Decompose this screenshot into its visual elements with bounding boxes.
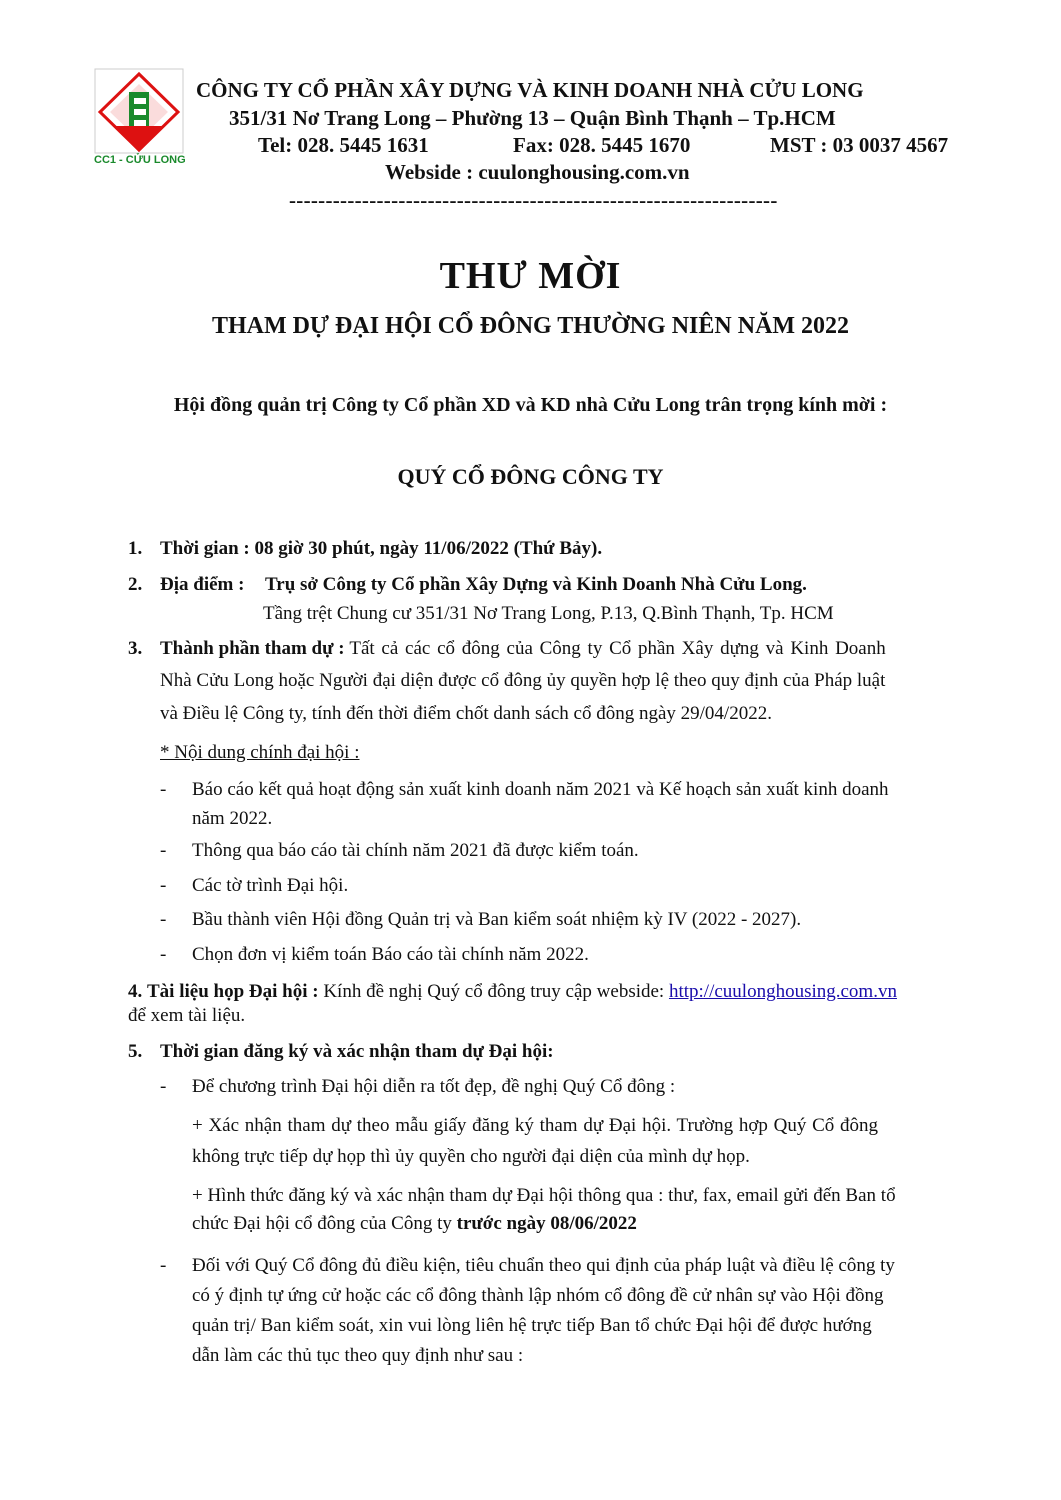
item-1-number: 1.: [128, 538, 143, 559]
reg-1-dash: -: [160, 1076, 167, 1097]
item-4-text: Kính đề nghị Quý cổ đông truy cập webside:: [323, 981, 665, 1002]
reg-2-line-1: Đối với Quý Cổ đông đủ điều kiện, tiêu chuẩn theo qui định của pháp luật và điều lệ công ty: [192, 1255, 895, 1276]
content-heading: * Nội dung chính đại hội :: [160, 742, 360, 763]
content-4-dash: -: [160, 909, 167, 930]
reg-plus-1-line-1: + Xác nhận tham dự theo mẫu giấy đăng ký tham dự Đại hội. Trường hợp Quý Cổ đông: [192, 1115, 879, 1136]
company-logo: [94, 68, 184, 172]
reg-1: Để chương trình Đại hội diễn ra tốt đẹp, đề nghị Quý Cổ đông :: [192, 1076, 676, 1097]
reg-2-line-3: quản trị/ Ban kiểm soát, xin vui lòng liên hệ trực tiếp Ban tổ chức Đại hội để được hướng: [192, 1315, 872, 1336]
company-website: Webside : cuulonghousing.com.vn: [385, 160, 690, 184]
documents-link[interactable]: http://cuulonghousing.com.vn: [668, 981, 897, 1002]
content-5: Chọn đơn vị kiểm toán Báo cáo tài chính năm 2022.: [192, 944, 589, 965]
content-3-dash: -: [160, 875, 167, 896]
item-2-label: Địa điểm :: [160, 574, 245, 595]
company-tel: Tel: 028. 5445 1631: [258, 133, 429, 157]
company-address: 351/31 Nơ Trang Long – Phường 13 – Quận Bình Thạnh – Tp.HCM: [229, 106, 836, 130]
item-1-time: Thời gian : 08 giờ 30 phút, ngày 11/06/2022 (Thứ Bảy).: [160, 538, 603, 559]
invitation-line: Hội đồng quản trị Công ty Cổ phần XD và KD nhà Cửu Long trân trọng kính mời :: [173, 394, 888, 416]
item-2-address: Tầng trệt Chung cư 351/31 Nơ Trang Long, P.13, Q.Bình Thạnh, Tp. HCM: [263, 603, 834, 624]
item-3-line-3: và Điều lệ Công ty, tính đến thời điểm chốt danh sách cổ đông ngày 29/04/2022.: [160, 703, 772, 724]
item-5-label: Thời gian đăng ký và xác nhận tham dự Đại hội:: [160, 1041, 554, 1062]
reg-plus-2-text: chức Đại hội cổ đông của Công ty: [192, 1213, 452, 1234]
logo-caption: CC1 - CỬU LONG: [94, 154, 186, 166]
reg-plus-2-line-2: [192, 1213, 637, 1235]
content-4: Bầu thành viên Hội đồng Quản trị và Ban kiểm soát nhiệm kỳ IV (2022 - 2027).: [192, 909, 802, 930]
company-fax: Fax: 028. 5445 1670: [513, 133, 691, 157]
item-3-line-2: Nhà Cửu Long hoặc Người đại diện được cổ đông ủy quyền hợp lệ theo quy định của Pháp luật: [160, 670, 886, 691]
item-4-label: Tài liệu họp Đại hội :: [147, 981, 319, 1002]
item-2-location: Trụ sở Công ty Cổ phần Xây Dựng và Kinh Doanh Nhà Cửu Long.: [265, 574, 807, 595]
reg-plus-1-line-2: không trực tiếp dự họp thì ủy quyền cho người đại diện của mình dự họp.: [192, 1146, 750, 1167]
reg-2-dash: -: [160, 1255, 167, 1276]
content-5-dash: -: [160, 944, 167, 965]
content-2: Thông qua báo cáo tài chính năm 2021 đã được kiểm toán.: [192, 840, 639, 861]
letter-title: THƯ MỜI: [439, 255, 622, 297]
header-divider: -------------------------------------------------------------------: [289, 188, 778, 212]
content-1-line-2: năm 2022.: [192, 808, 273, 829]
addressee: QUÝ CỔ ĐÔNG CÔNG TY: [397, 464, 664, 489]
item-3-number: 3.: [128, 638, 143, 659]
item-3-line-1: [160, 638, 886, 660]
content-1-line-1: Báo cáo kết quả hoạt động sản xuất kinh doanh năm 2021 và Kế hoạch sản xuất kinh doanh: [192, 779, 889, 800]
item-4-line-1: [128, 981, 897, 1003]
reg-2-line-4: dẫn làm các thủ tục theo quy định như sau :: [192, 1345, 524, 1366]
item-5-number: 5.: [128, 1041, 143, 1062]
reg-deadline: trước ngày 08/06/2022: [456, 1213, 637, 1234]
reg-plus-2-line-1: + Hình thức đăng ký và xác nhận tham dự Đại hội thông qua : thư, fax, email gửi đến Ban tổ: [192, 1185, 896, 1206]
company-tax-code: MST : 03 0037 4567: [770, 133, 949, 157]
item-2-number: 2.: [128, 574, 143, 595]
item-4-number: 4.: [128, 981, 143, 1002]
company-name: CÔNG TY CỔ PHẦN XÂY DỰNG VÀ KINH DOANH NHÀ CỬU LONG: [196, 78, 864, 102]
content-3: Các tờ trình Đại hội.: [192, 875, 349, 896]
item-3-label: Thành phần tham dự :: [160, 638, 345, 659]
reg-2-line-2: có ý định tự ứng cử hoặc các cổ đông thành lập nhóm cổ đông đề cử nhân sự vào Hội đồng: [192, 1285, 884, 1306]
item-4-line-2: để xem tài liệu.: [128, 1005, 246, 1026]
content-1-dash: -: [160, 779, 167, 800]
letter-subtitle: THAM DỰ ĐẠI HỘI CỔ ĐÔNG THƯỜNG NIÊN NĂM 2022: [211, 313, 850, 339]
content-2-dash: -: [160, 840, 167, 861]
item-3-text-1: Tất cả các cổ đông của Công ty Cổ phần Xây dựng và Kinh Doanh: [349, 638, 886, 659]
